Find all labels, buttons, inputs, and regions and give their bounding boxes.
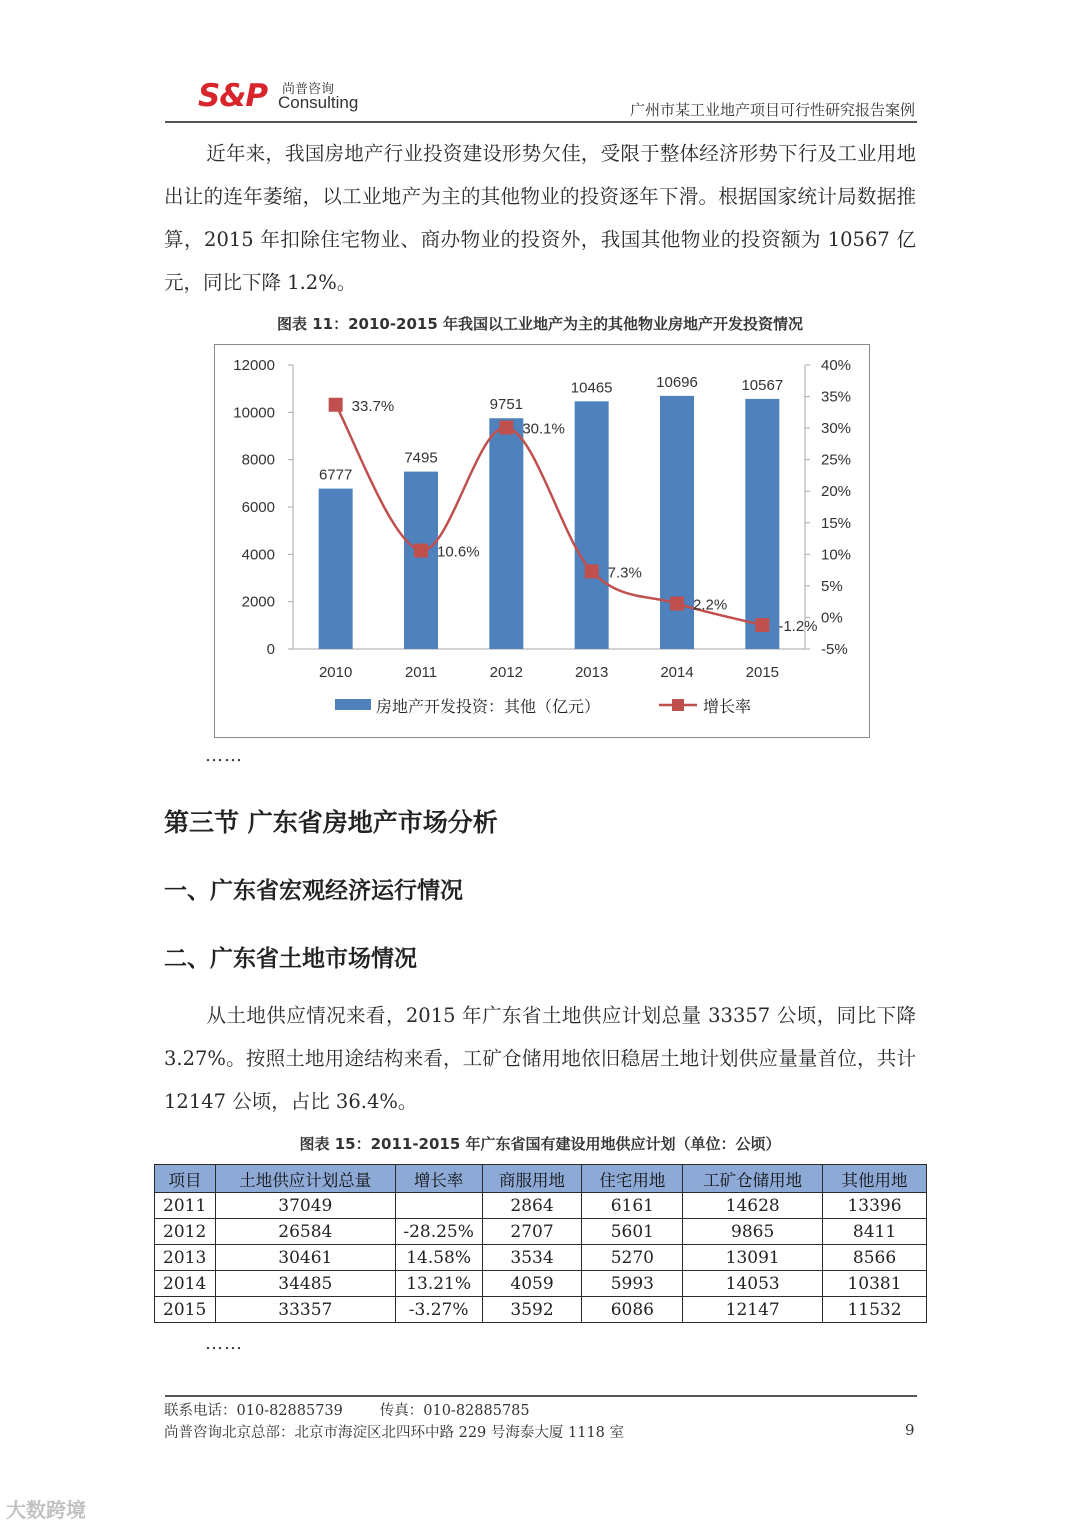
- table-cell: 13396: [823, 1193, 927, 1219]
- y-left-tick-label: 10000: [233, 404, 275, 422]
- legend-line-marker: [672, 699, 684, 711]
- header-divider: [165, 121, 917, 123]
- table-cell: 37049: [215, 1193, 395, 1219]
- section-title: 第三节 广东省房地产市场分析: [164, 808, 498, 837]
- report-header-title: 广州市某工业地产项目可行性研究报告案例: [629, 101, 915, 119]
- bar-data-label: 10567: [741, 376, 784, 394]
- table-cell: 14.58%: [395, 1245, 482, 1271]
- land-supply-paragraph: [164, 994, 916, 1123]
- x-tick-label: 2012: [489, 664, 524, 681]
- y-left-tick-label: 0: [266, 641, 275, 658]
- table-cell: 30461: [215, 1245, 395, 1271]
- table-header-cell: 住宅用地: [582, 1165, 683, 1193]
- growth-rate-data-label: 33.7%: [351, 397, 395, 415]
- table-cell: 3592: [482, 1297, 582, 1323]
- footer-address: 尚普咨询北京总部：北京市海淀区北四环中路 229 号海泰大厦 1118 室: [164, 1425, 625, 1441]
- bar: [319, 489, 353, 649]
- y-left-tick-label: 2000: [241, 593, 275, 611]
- table-cell: 33357: [215, 1297, 395, 1323]
- table-cell: 2864: [482, 1193, 582, 1219]
- table-cell: 2013: [155, 1245, 216, 1271]
- bar: [575, 401, 609, 649]
- y-right-tick-label: 15%: [821, 514, 852, 532]
- figure-15-caption: 图表 15：2011-2015 年广东省国有建设用地供应计划（单位：公顷）: [299, 1135, 781, 1153]
- table-cell: 5993: [582, 1271, 683, 1297]
- watermark: 大数跨境: [6, 1498, 86, 1522]
- bar-data-label: 6777: [318, 466, 353, 484]
- table-header-cell: 其他用地: [823, 1165, 927, 1193]
- table-cell: -28.25%: [395, 1219, 482, 1245]
- table-row: [155, 1245, 927, 1271]
- table-cell: 2014: [155, 1271, 216, 1297]
- table-cell: 5601: [582, 1219, 683, 1245]
- bar-data-label: 10465: [570, 379, 613, 397]
- table-header-row: [155, 1165, 927, 1193]
- ellipsis-1: ……: [205, 745, 243, 766]
- intro-paragraph-text: 近年来，我国房地产行业投资建设形势欠佳，受限于整体经济形势下行及工业用地出让的连年萎缩，以工业地产为主的其他物业的投资逐年下滑。根据国家统计局数据推算，2015 年扣除住宅物业、商办物业的投资外，我国其他物业的投资额为 10567 亿元，同比下降 1.2%。: [164, 142, 916, 294]
- table-row: [155, 1271, 927, 1297]
- y-right-tick-label: 30%: [821, 420, 852, 438]
- x-tick-label: 2013: [574, 664, 609, 681]
- logo-chinese-name: 尚普咨询: [282, 82, 335, 97]
- x-tick-label: 2015: [745, 664, 780, 681]
- logo-english-name: Consulting: [278, 93, 359, 112]
- table-cell: 2707: [482, 1219, 582, 1245]
- growth-rate-data-label: 2.2%: [693, 596, 728, 614]
- bar-data-label: 9751: [489, 396, 524, 414]
- growth-rate-marker: [499, 420, 513, 434]
- table-cell: 13091: [683, 1245, 823, 1271]
- table-header-cell: 工矿仓储用地: [683, 1165, 823, 1193]
- y-left-tick-label: 8000: [241, 451, 275, 469]
- figure-11-chart: [214, 344, 870, 738]
- growth-rate-data-label: 30.1%: [522, 420, 565, 438]
- footer-divider: [165, 1395, 917, 1397]
- bar: [660, 396, 694, 649]
- growth-rate-data-label: -1.2%: [778, 618, 818, 636]
- table-cell: 11532: [823, 1297, 927, 1323]
- table-cell: 5270: [582, 1245, 683, 1271]
- bar: [745, 399, 779, 649]
- company-logo: [198, 78, 368, 118]
- legend-bar-label: 房地产开发投资：其他（亿元）: [376, 697, 601, 716]
- growth-rate-marker: [414, 544, 428, 558]
- figure-11-caption: 图表 11：2010-2015 年我国以工业地产为主的其他物业房地产开发投资情况: [276, 315, 804, 333]
- x-tick-label: 2011: [404, 664, 438, 681]
- table-cell: 6161: [582, 1193, 683, 1219]
- table-cell: 8411: [823, 1219, 927, 1245]
- land-supply-table: [154, 1164, 927, 1323]
- y-left-tick-label: 4000: [241, 546, 275, 564]
- y-right-tick-label: 10%: [821, 546, 852, 564]
- table-cell: 3534: [482, 1245, 582, 1271]
- ellipsis-2: ……: [205, 1333, 243, 1354]
- table-cell: 2012: [155, 1219, 216, 1245]
- table-row: [155, 1193, 927, 1219]
- land-supply-paragraph-text: 从土地供应情况来看，2015 年广东省土地供应计划总量 33357 公顷，同比下降 3.27%。按照土地用途结构来看，工矿仓储用地依旧稳居土地计划供应量量首位，共计 12147 公顷，占比 36.4%。: [164, 1004, 916, 1113]
- bar: [489, 418, 523, 649]
- bar: [404, 472, 438, 649]
- table-cell: [395, 1193, 482, 1219]
- table-cell: 4059: [482, 1271, 582, 1297]
- y-right-tick-label: 20%: [821, 483, 852, 501]
- table-cell: 2015: [155, 1297, 216, 1323]
- table-cell: 12147: [683, 1297, 823, 1323]
- intro-paragraph: [164, 132, 916, 304]
- investment-chart-svg: [215, 345, 869, 737]
- growth-rate-marker: [670, 597, 684, 611]
- bar-data-label: 7495: [404, 449, 438, 467]
- table-cell: 8566: [823, 1245, 927, 1271]
- growth-rate-marker: [585, 564, 599, 578]
- growth-rate-marker: [329, 398, 343, 412]
- growth-rate-marker: [755, 618, 769, 632]
- table-cell: 10381: [823, 1271, 927, 1297]
- table-cell: 14628: [683, 1193, 823, 1219]
- table-cell: 34485: [215, 1271, 395, 1297]
- bar-data-label: 10696: [656, 373, 698, 391]
- subsection-macro-economy: 一、广东省宏观经济运行情况: [164, 878, 463, 904]
- table-cell: 13.21%: [395, 1271, 482, 1297]
- x-tick-label: 2014: [660, 664, 694, 681]
- table-row: [155, 1219, 927, 1245]
- table-cell: 9865: [683, 1219, 823, 1245]
- growth-rate-data-label: 10.6%: [437, 543, 480, 561]
- table-cell: -3.27%: [395, 1297, 482, 1323]
- y-right-tick-label: 0%: [821, 609, 843, 627]
- footer-contact: 联系电话：010-82885739 传真：010-82885785: [164, 1403, 530, 1419]
- table-cell: 14053: [683, 1271, 823, 1297]
- growth-rate-data-label: 7.3%: [607, 564, 642, 582]
- table-header-cell: 项目: [155, 1165, 216, 1193]
- table-cell: 2011: [155, 1193, 216, 1219]
- table-cell: 6086: [582, 1297, 683, 1323]
- table-row: [155, 1297, 927, 1323]
- y-right-tick-label: -5%: [821, 641, 848, 658]
- logo-mark: S&P: [198, 78, 268, 114]
- growth-rate-line: [336, 405, 763, 625]
- table-cell: 26584: [215, 1219, 395, 1245]
- page-number: 9: [905, 1421, 915, 1439]
- table-header-cell: 增长率: [395, 1165, 482, 1193]
- table-header-cell: 商服用地: [482, 1165, 582, 1193]
- y-left-tick-label: 12000: [233, 357, 275, 374]
- y-right-tick-label: 5%: [821, 577, 843, 595]
- y-right-tick-label: 25%: [821, 451, 852, 469]
- table-header-cell: 土地供应计划总量: [215, 1165, 395, 1193]
- legend-line-label: 增长率: [703, 697, 752, 716]
- y-right-tick-label: 35%: [821, 388, 852, 406]
- legend-bar-swatch: [335, 699, 371, 710]
- y-right-tick-label: 40%: [821, 357, 852, 374]
- y-left-tick-label: 6000: [241, 499, 275, 516]
- subsection-land-market: 二、广东省土地市场情况: [164, 946, 417, 972]
- x-tick-label: 2010: [318, 664, 353, 681]
